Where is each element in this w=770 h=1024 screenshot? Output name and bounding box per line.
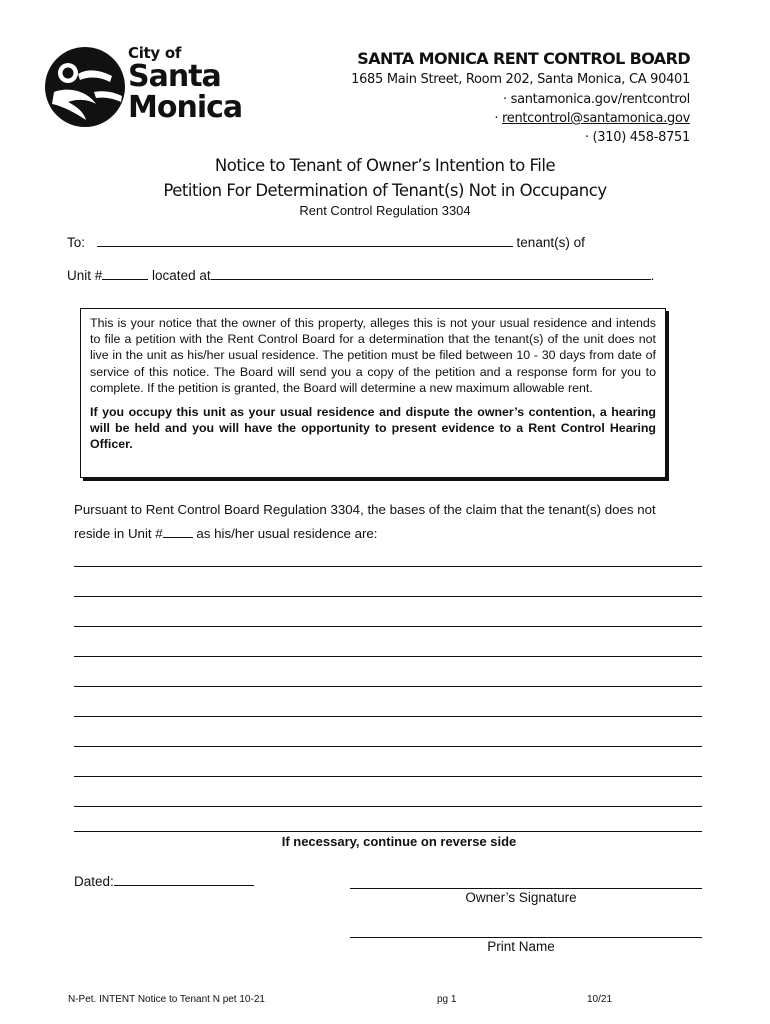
email-bullet: · — [494, 111, 502, 126]
located-at-label: located at — [152, 268, 211, 283]
reason-line[interactable] — [74, 626, 702, 627]
tenant-name-field[interactable] — [97, 234, 513, 247]
pursuant-line2-prefix: reside in Unit # — [74, 526, 163, 541]
org-name: SANTA MONICA RENT CONTROL BOARD — [357, 49, 690, 68]
address-period: . — [650, 268, 655, 283]
city-logo — [44, 46, 244, 130]
unit-number-field[interactable] — [102, 267, 148, 280]
city-seal-icon — [44, 46, 126, 128]
website: · santamonica.gov/rentcontrol — [502, 92, 690, 107]
reason-line[interactable] — [74, 566, 702, 567]
regulation-subtitle: Rent Control Regulation 3304 — [299, 203, 471, 218]
reason-line[interactable] — [74, 746, 702, 747]
footer-page: pg 1 — [437, 994, 457, 1005]
unit-number-field-2[interactable] — [163, 525, 193, 538]
page-title-line1: Notice to Tenant of Owner’s Intention to File — [214, 156, 556, 175]
logo-santa: Santa — [128, 59, 221, 94]
notice-box — [80, 308, 666, 478]
unit-label: Unit # — [67, 268, 103, 283]
dated-label: Dated: — [74, 874, 114, 889]
to-line — [67, 234, 585, 250]
logo-wordmark — [128, 46, 242, 123]
pursuant-text — [74, 498, 694, 546]
reason-line[interactable] — [74, 716, 702, 717]
pursuant-line1: Pursuant to Rent Control Board Regulation 3304, the bases of the claim that the tenant(s) does not — [74, 502, 656, 517]
date-field[interactable] — [114, 873, 254, 886]
print-name-line[interactable] — [350, 937, 702, 938]
continue-note: If necessary, continue on reverse side — [281, 834, 517, 849]
unit-line — [67, 267, 654, 283]
to-label: To: — [67, 235, 86, 250]
tenant-of-label: tenant(s) of — [516, 235, 585, 250]
notice-bold-paragraph: If you occupy this unit as your usual residence and dispute the owner’s contention, a hearing will be held and you will have the opportunity to present evidence to a Rent Control Hearing Officer. — [90, 405, 656, 452]
phone: · (310) 458-8751 — [584, 130, 690, 145]
print-name-label: Print Name — [487, 939, 555, 954]
dated-line — [74, 873, 254, 889]
pursuant-line2-suffix: as his/her usual residence are: — [192, 526, 378, 541]
pursuant-line2 — [74, 522, 694, 546]
reason-line[interactable] — [74, 831, 702, 832]
owner-signature-line[interactable] — [350, 888, 702, 889]
reason-line[interactable] — [74, 596, 702, 597]
logo-city-of: City of — [128, 44, 182, 62]
email-link[interactable]: rentcontrol@santamonica.gov — [501, 111, 690, 126]
reason-line[interactable] — [74, 806, 702, 807]
logo-monica: Monica — [128, 90, 243, 125]
reason-line[interactable] — [74, 776, 702, 777]
address: 1685 Main Street, Room 202, Santa Monica, CA 90401 — [351, 72, 690, 87]
owner-signature-label: Owner’s Signature — [465, 890, 577, 905]
reason-line[interactable] — [74, 686, 702, 687]
footer-revision: 10/21 — [587, 994, 613, 1005]
reason-line[interactable] — [74, 656, 702, 657]
email-line — [494, 111, 690, 126]
address-field[interactable] — [211, 267, 651, 280]
page-title-line2: Petition For Determination of Tenant(s) Not in Occupancy — [163, 181, 607, 200]
notice-paragraph: This is your notice that the owner of this property, alleges this is not your usual residence and intends to file a petition with the Rent Control Board for a determination that the tenant(s) of the unit does not live in the unit as his/her usual residence. The petition must be filed between 10 - 30 days from date of service of this notice. The Board will send you a copy of the petition and a response form for you to complete. If the petition is granted, the Board will determine a new maximum allowable rent. — [90, 316, 656, 395]
footer-form-id: N-Pet. INTENT Notice to Tenant N pet 10-21 — [68, 994, 265, 1005]
